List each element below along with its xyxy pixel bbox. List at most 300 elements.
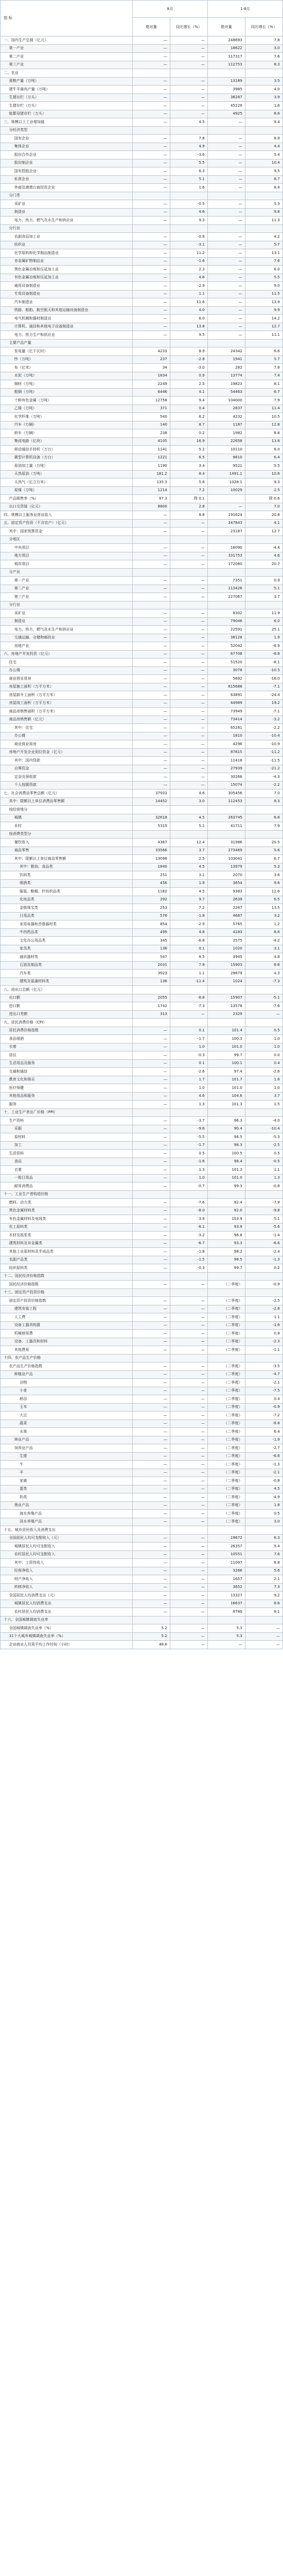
row-label: 采矿业 bbox=[1, 200, 133, 209]
month-growth-cell: -1.8 bbox=[170, 1248, 208, 1256]
month-growth-cell: 0.5 bbox=[170, 1150, 208, 1158]
month-growth-cell: 4.5 bbox=[170, 814, 208, 822]
month-value-cell: 4367 bbox=[133, 839, 170, 847]
table-row bbox=[1, 1321, 283, 1330]
row-label: 餐饮收入 bbox=[1, 839, 133, 847]
ytd-growth-cell: -4.0 bbox=[245, 1117, 283, 1125]
ytd-value-cell: 16637 bbox=[208, 1600, 245, 1608]
ytd-value-cell bbox=[208, 1190, 245, 1199]
table-row bbox=[1, 1108, 283, 1117]
row-label: 分地区 bbox=[1, 535, 133, 544]
month-growth-cell: 8.9 bbox=[170, 347, 208, 356]
month-growth-cell: -0.3 bbox=[170, 1051, 208, 1060]
ytd-value-cell: 3945 bbox=[208, 953, 245, 962]
ytd-growth-cell: -8.9 bbox=[245, 642, 283, 651]
table-row bbox=[1, 847, 283, 855]
ytd-growth-cell: 0.4 bbox=[245, 1059, 283, 1068]
ytd-value-cell: 3078 bbox=[208, 666, 245, 675]
month-growth-cell: — bbox=[170, 642, 208, 651]
month-growth-cell: 5.2 bbox=[170, 446, 208, 454]
row-label: 水泥（万吨） bbox=[1, 372, 133, 380]
row-label: 家具类 bbox=[1, 945, 133, 953]
table-row bbox=[1, 1641, 283, 1649]
row-label: 医疗保健 bbox=[1, 1084, 133, 1093]
ytd-value-cell: 15074 bbox=[208, 781, 245, 789]
ytd-growth-cell: 3.9 bbox=[245, 93, 283, 102]
month-growth-cell: 11.6 bbox=[170, 298, 208, 307]
row-label: 生活用品及服务 bbox=[1, 1059, 133, 1068]
ytd-value-cell: 65281 bbox=[208, 724, 245, 732]
row-label: 其中：限额以上单位商品零售额 bbox=[1, 855, 133, 863]
ytd-growth-cell: -7.2 bbox=[245, 1412, 283, 1420]
row-label: 渔业产品 bbox=[1, 1501, 133, 1510]
row-label: 纺织业 bbox=[1, 241, 133, 249]
row-label: 第一产业 bbox=[1, 577, 133, 585]
ytd-value-cell: （二季度） bbox=[208, 1461, 245, 1469]
ytd-value-cell: 2837 bbox=[208, 405, 245, 413]
ytd-growth-cell: 7.0 bbox=[245, 789, 283, 798]
ytd-value-cell: 2070 bbox=[208, 871, 245, 880]
month-growth-cell bbox=[170, 1616, 208, 1624]
ytd-value-cell bbox=[208, 806, 245, 814]
month-value-cell: — bbox=[133, 1076, 170, 1084]
ytd-value-cell: 101.0 bbox=[208, 1174, 245, 1182]
ytd-value-cell: 98.5 bbox=[208, 1256, 245, 1264]
row-label: 稻谷 bbox=[1, 1395, 133, 1404]
table-row bbox=[1, 601, 283, 609]
month-value-cell: 1742 bbox=[133, 1002, 170, 1011]
month-growth-cell: -8.0 bbox=[170, 1207, 208, 1215]
ytd-growth-cell: -0.8 bbox=[245, 1477, 283, 1486]
ytd-growth-cell: 5.7 bbox=[245, 241, 283, 249]
ytd-growth-cell: 14.2 bbox=[245, 315, 283, 323]
table-row bbox=[1, 339, 283, 347]
ytd-growth-cell: 1.2 bbox=[245, 920, 283, 929]
month-growth-cell: 降 0.1 bbox=[170, 495, 208, 503]
row-label: 木材及纸浆类 bbox=[1, 1231, 133, 1240]
ytd-growth-cell: 2.5 bbox=[245, 486, 283, 495]
month-value-cell: — bbox=[133, 1043, 170, 1051]
ytd-value-cell: （二季度） bbox=[208, 1501, 245, 1510]
ytd-value-cell bbox=[208, 1272, 245, 1281]
month-growth-cell: 4.6 bbox=[170, 1092, 208, 1101]
month-value-cell: 5315 bbox=[133, 822, 170, 831]
month-growth-cell bbox=[170, 601, 208, 609]
row-label: 采矿业 bbox=[1, 609, 133, 618]
ytd-value-cell: 96.3 bbox=[208, 1117, 245, 1125]
month-growth-cell: 16.9 bbox=[170, 437, 208, 446]
ytd-value-cell: 31986 bbox=[208, 839, 245, 847]
table-row bbox=[1, 470, 283, 478]
ytd-value-cell: 19672 bbox=[208, 1534, 245, 1543]
ytd-value-cell: 4687 bbox=[208, 912, 245, 920]
row-label: 其中：国家预算资金 bbox=[1, 528, 133, 536]
ytd-growth-cell: 8.6 bbox=[245, 110, 283, 118]
table-row bbox=[1, 1543, 283, 1551]
table-row bbox=[1, 1436, 283, 1444]
table-row bbox=[1, 77, 283, 86]
row-label: 燃料、动力类 bbox=[1, 1199, 133, 1207]
month-growth-cell: -8.8 bbox=[170, 994, 208, 1002]
row-label: 商业营业用房 bbox=[1, 675, 133, 683]
ytd-growth-cell: -7.6 bbox=[245, 1002, 283, 1011]
row-label: 办公楼 bbox=[1, 666, 133, 675]
month-growth-cell: — bbox=[170, 708, 208, 716]
table-row bbox=[1, 708, 283, 716]
table-row bbox=[1, 1158, 283, 1166]
month-growth-header: 同比增长（%） bbox=[170, 18, 208, 36]
row-label: 机械使用费 bbox=[1, 1330, 133, 1338]
month-growth-cell: 4.5 bbox=[170, 118, 208, 127]
table-row bbox=[1, 839, 283, 847]
ytd-value-cell: — bbox=[208, 208, 245, 217]
month-value-cell: 136 bbox=[133, 945, 170, 953]
month-value-cell: — bbox=[133, 1051, 170, 1060]
row-label: 房屋竣工面积（万平方米） bbox=[1, 699, 133, 708]
month-growth-cell bbox=[170, 1272, 208, 1281]
ytd-value-cell: 227067 bbox=[208, 593, 245, 601]
month-value-cell: 14452 bbox=[133, 797, 170, 806]
table-row bbox=[1, 1248, 283, 1256]
table-row bbox=[1, 1190, 283, 1199]
ytd-growth-cell: 8.4 bbox=[245, 184, 283, 192]
month-growth-cell: 3.9 bbox=[170, 1215, 208, 1224]
month-growth-cell: 8.7 bbox=[170, 421, 208, 429]
ytd-value-header: 绝对量 bbox=[208, 18, 245, 36]
month-growth-cell bbox=[170, 69, 208, 78]
row-label: 企业就业人员周平均工作时间（小时） bbox=[1, 1641, 133, 1649]
table-row bbox=[1, 1043, 283, 1051]
row-label: 第一产业 bbox=[1, 44, 133, 53]
ytd-growth-cell: 6.8 bbox=[245, 814, 283, 822]
ytd-value-cell bbox=[208, 126, 245, 135]
month-growth-cell: — bbox=[170, 1550, 208, 1559]
month-value-cell bbox=[133, 192, 170, 200]
table-row bbox=[1, 429, 283, 438]
month-growth-cell: 4.8 bbox=[170, 928, 208, 937]
ytd-value-cell: — bbox=[208, 175, 245, 184]
month-value-cell: 135.3 bbox=[133, 478, 170, 487]
ytd-growth-cell: -0.5 bbox=[245, 1158, 283, 1166]
month-value-cell: — bbox=[133, 1150, 170, 1158]
row-label: 蛋类 bbox=[1, 1485, 133, 1493]
ytd-value-cell: 90.4 bbox=[208, 1125, 245, 1133]
row-label: 电力、热力、燃气及水生产和供应业 bbox=[1, 626, 133, 634]
month-value-cell: — bbox=[133, 184, 170, 192]
ytd-growth-cell: -7.3 bbox=[245, 977, 283, 986]
month-value-cell: — bbox=[133, 1477, 170, 1486]
ytd-value-cell: 1187 bbox=[208, 421, 245, 429]
row-label: 粗钢（万吨） bbox=[1, 388, 133, 397]
table-row bbox=[1, 1215, 283, 1224]
ytd-value-cell: （二季度） bbox=[208, 1477, 245, 1486]
month-growth-cell: 3.7 bbox=[170, 847, 208, 855]
row-label: 生猪 bbox=[1, 1452, 133, 1461]
month-growth-cell: -1.7 bbox=[170, 1141, 208, 1150]
table-row bbox=[1, 937, 283, 945]
month-growth-cell: — bbox=[170, 716, 208, 724]
row-label: 加工 bbox=[1, 1141, 133, 1150]
month-growth-cell: -0.3 bbox=[170, 1264, 208, 1273]
table-row bbox=[1, 167, 283, 176]
ytd-value-cell: 4296 bbox=[208, 740, 245, 749]
table-row bbox=[1, 666, 283, 675]
table-row bbox=[1, 1428, 283, 1436]
row-label: 电力、热力生产和供应业 bbox=[1, 331, 133, 340]
month-growth-cell: -3.1 bbox=[170, 241, 208, 249]
month-value-cell: 8800 bbox=[133, 503, 170, 511]
table-row bbox=[1, 1469, 283, 1477]
ytd-growth-cell: 8.9 bbox=[245, 135, 283, 143]
table-row bbox=[1, 1101, 283, 1109]
ytd-value-cell: 1941 bbox=[208, 355, 245, 364]
month-growth-cell: 0.1 bbox=[170, 1027, 208, 1035]
month-value-cell: — bbox=[133, 1256, 170, 1264]
month-value-cell bbox=[133, 986, 170, 994]
table-row bbox=[1, 290, 283, 298]
month-value-cell: — bbox=[133, 1313, 170, 1322]
ytd-growth-cell: -2.2 bbox=[245, 724, 283, 732]
table-row bbox=[1, 1379, 283, 1387]
table-row bbox=[1, 888, 283, 896]
ytd-growth-cell: 7.8 bbox=[245, 36, 283, 45]
ytd-value-cell: 18622 bbox=[208, 44, 245, 53]
row-label: 大豆 bbox=[1, 1412, 133, 1420]
ytd-growth-cell: 25.1 bbox=[245, 626, 283, 634]
ytd-value-cell: （二季度） bbox=[208, 1493, 245, 1502]
month-value-cell: — bbox=[133, 765, 170, 773]
month-value-cell: — bbox=[133, 1027, 170, 1035]
row-label: 十二、国民经济价格指数 bbox=[1, 1272, 133, 1281]
month-value-cell bbox=[133, 1019, 170, 1027]
ytd-growth-cell: -2.2 bbox=[245, 781, 283, 789]
ytd-growth-cell: -1.9 bbox=[245, 1436, 283, 1444]
ytd-value-cell: （二季度） bbox=[208, 1313, 245, 1322]
month-value-cell: 2249 bbox=[133, 380, 170, 389]
month-value-cell: — bbox=[133, 732, 170, 740]
month-value-cell: — bbox=[133, 1436, 170, 1444]
table-row bbox=[1, 1346, 283, 1355]
table-row bbox=[1, 1289, 283, 1297]
month-growth-cell: 1.7 bbox=[170, 1076, 208, 1084]
ytd-value-cell: （二季度） bbox=[208, 1370, 245, 1379]
row-label: 中央项目 bbox=[1, 544, 133, 552]
table-row bbox=[1, 1452, 283, 1461]
row-label: 玉米 bbox=[1, 1403, 133, 1412]
table-row bbox=[1, 675, 283, 683]
month-value-cell: — bbox=[133, 323, 170, 331]
row-label: 石油及制品类 bbox=[1, 961, 133, 970]
month-growth-cell: — bbox=[170, 1346, 208, 1355]
month-value-cell: — bbox=[133, 675, 170, 683]
row-label: 文化办公用品类 bbox=[1, 937, 133, 945]
month-value-cell: — bbox=[133, 1223, 170, 1231]
ytd-value-cell: 100.1 bbox=[208, 1059, 245, 1068]
month-value-cell: — bbox=[133, 110, 170, 118]
month-growth-cell: — bbox=[170, 1403, 208, 1412]
row-label: 城镇 bbox=[1, 814, 133, 822]
month-value-cell: 34 bbox=[133, 364, 170, 372]
month-value-cell: 5.2 bbox=[133, 1624, 170, 1633]
month-value-cell: 292 bbox=[133, 896, 170, 904]
ytd-growth-cell: -7.1 bbox=[245, 708, 283, 716]
ytd-growth-cell bbox=[245, 339, 283, 347]
month-value-cell: — bbox=[133, 708, 170, 716]
month-value-cell: — bbox=[133, 1059, 170, 1068]
row-label: 农村居民人均消费支出 bbox=[1, 1608, 133, 1616]
table-row bbox=[1, 609, 283, 618]
ytd-value-cell: — bbox=[208, 135, 245, 143]
row-label: 出口交货值（亿元） bbox=[1, 503, 133, 511]
month-growth-cell: — bbox=[170, 1321, 208, 1330]
ytd-value-cell: 63891 bbox=[208, 691, 245, 700]
month-growth-cell: — bbox=[170, 1387, 208, 1395]
ytd-value-cell: （二季度） bbox=[208, 1419, 245, 1428]
month-value-cell bbox=[133, 601, 170, 609]
table-row bbox=[1, 86, 283, 94]
row-label: 农副产品类 bbox=[1, 1256, 133, 1264]
ytd-value-cell: 26357 bbox=[208, 1543, 245, 1551]
ytd-value-cell: 191624 bbox=[208, 511, 245, 520]
month-growth-cell bbox=[170, 986, 208, 994]
row-label: 黑色金属材料类 bbox=[1, 1207, 133, 1215]
table-row bbox=[1, 1477, 283, 1486]
month-growth-cell: — bbox=[170, 1518, 208, 1526]
ytd-growth-cell: -6.6 bbox=[245, 1452, 283, 1461]
ytd-value-cell bbox=[208, 535, 245, 544]
month-growth-cell: — bbox=[170, 519, 208, 528]
ytd-growth-cell: -0.9 bbox=[245, 1403, 283, 1412]
table-row bbox=[1, 904, 283, 913]
ytd-growth-cell: -2.5 bbox=[245, 1141, 283, 1150]
month-value-cell: — bbox=[133, 781, 170, 789]
ytd-value-cell: 331753 bbox=[208, 552, 245, 560]
month-value-cell: 37933 bbox=[133, 789, 170, 798]
ytd-growth-cell: 降 0.6 bbox=[245, 495, 283, 503]
ytd-growth-cell: 1.0 bbox=[245, 1035, 283, 1043]
table-row bbox=[1, 1412, 283, 1420]
ytd-growth-cell: 12.7 bbox=[245, 528, 283, 536]
ytd-value-cell: （二季度） bbox=[208, 1436, 245, 1444]
month-value-cell: — bbox=[133, 86, 170, 94]
ytd-growth-cell: 10.5 bbox=[245, 413, 283, 421]
ytd-value-cell: 2267 bbox=[208, 904, 245, 913]
ytd-value-cell bbox=[208, 192, 245, 200]
month-growth-cell: 0.1 bbox=[170, 945, 208, 953]
month-value-cell: — bbox=[133, 1158, 170, 1166]
ytd-growth-cell: 3.1 bbox=[245, 945, 283, 953]
row-label: 小麦 bbox=[1, 1387, 133, 1395]
table-row bbox=[1, 683, 283, 691]
month-growth-cell: -6.7 bbox=[170, 1239, 208, 1248]
table-row bbox=[1, 1461, 283, 1469]
ytd-value-cell: — bbox=[208, 241, 245, 249]
row-label: 农村居民人均可支配收入 bbox=[1, 1550, 133, 1559]
ytd-value-cell bbox=[208, 601, 245, 609]
month-value-cell: — bbox=[133, 1199, 170, 1207]
month-growth-cell: — bbox=[170, 560, 208, 569]
ytd-value-cell: 305456 bbox=[208, 789, 245, 798]
month-value-cell: 3923 bbox=[133, 970, 170, 978]
ytd-growth-cell: 7.9 bbox=[245, 822, 283, 831]
ytd-value-cell: 13979 bbox=[208, 863, 245, 871]
row-label: 电力、热力、燃气及水生产和供应业 bbox=[1, 217, 133, 225]
ytd-growth-cell: 11.9 bbox=[245, 609, 283, 618]
month-growth-cell: -9.6 bbox=[170, 1125, 208, 1133]
month-growth-cell: 4.0 bbox=[170, 306, 208, 315]
row-label: 分产业 bbox=[1, 568, 133, 577]
month-value-cell: 2055 bbox=[133, 994, 170, 1002]
ytd-value-cell: — bbox=[208, 298, 245, 307]
ytd-growth-cell: 8.6 bbox=[245, 928, 283, 937]
ytd-value-cell: 29879 bbox=[208, 970, 245, 978]
month-value-cell: 136 bbox=[133, 977, 170, 986]
ytd-growth-cell: -0.9 bbox=[245, 1281, 283, 1289]
ytd-value-cell: 36287 bbox=[208, 93, 245, 102]
month-growth-cell: — bbox=[170, 1600, 208, 1608]
ytd-value-cell: 87815 bbox=[208, 748, 245, 757]
month-value-cell: — bbox=[133, 617, 170, 626]
ytd-value-cell: （二季度） bbox=[208, 1379, 245, 1387]
month-growth-cell: — bbox=[170, 77, 208, 86]
month-value-cell: 1141 bbox=[133, 446, 170, 454]
month-growth-cell: 6.3 bbox=[170, 167, 208, 176]
ytd-value-cell: 13327 bbox=[208, 1592, 245, 1600]
ytd-value-cell: 8302 bbox=[208, 609, 245, 618]
month-value-cell: 140 bbox=[133, 421, 170, 429]
ytd-growth-cell: 4.3 bbox=[245, 970, 283, 978]
ytd-value-cell bbox=[208, 1354, 245, 1362]
month-value-cell: — bbox=[133, 1444, 170, 1453]
month-value-cell: — bbox=[133, 1485, 170, 1493]
ytd-growth-cell: 6.4 bbox=[245, 1428, 283, 1436]
table-row bbox=[1, 495, 283, 503]
ytd-growth-cell bbox=[245, 1019, 283, 1027]
month-value-cell bbox=[133, 126, 170, 135]
table-row bbox=[1, 347, 283, 356]
table-row bbox=[1, 1125, 283, 1133]
table-row bbox=[1, 1305, 283, 1313]
ytd-growth-header: 同比增长（%） bbox=[245, 18, 283, 36]
table-row bbox=[1, 945, 283, 953]
ytd-growth-cell: -7.5 bbox=[245, 1387, 283, 1395]
month-growth-cell: -2.9 bbox=[170, 282, 208, 290]
ytd-growth-cell: 9.5 bbox=[245, 167, 283, 176]
ytd-growth-cell: — bbox=[245, 1010, 283, 1019]
ytd-value-cell: 263745 bbox=[208, 814, 245, 822]
ytd-growth-cell: 6.0 bbox=[245, 266, 283, 274]
table-row bbox=[1, 1281, 283, 1289]
table-row bbox=[1, 1362, 283, 1371]
ytd-growth-cell: 9.9 bbox=[245, 306, 283, 315]
month-growth-cell: — bbox=[170, 1624, 208, 1633]
month-value-cell bbox=[133, 830, 170, 839]
row-label: 股份制企业 bbox=[1, 159, 133, 167]
ytd-value-cell: — bbox=[208, 217, 245, 225]
ytd-growth-cell bbox=[245, 224, 283, 233]
month-value-cell: — bbox=[133, 1534, 170, 1543]
month-value-cell: — bbox=[133, 1403, 170, 1412]
month-growth-cell: — bbox=[170, 1641, 208, 1649]
table-row bbox=[1, 1297, 283, 1305]
month-value-cell: — bbox=[133, 290, 170, 298]
month-growth-cell: — bbox=[170, 44, 208, 53]
ytd-value-cell: 24342 bbox=[208, 347, 245, 356]
month-value-cell: — bbox=[133, 724, 170, 732]
row-label: 十一、工业生产者购进价格 bbox=[1, 1190, 133, 1199]
row-label: 铁路、船舶、航空航天和其他运输设备制造业 bbox=[1, 306, 133, 315]
table-row bbox=[1, 478, 283, 487]
